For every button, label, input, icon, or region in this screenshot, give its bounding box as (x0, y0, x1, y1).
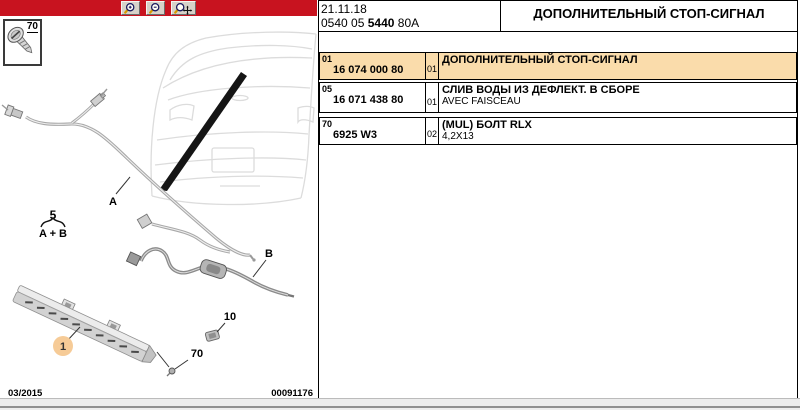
scrollbar-track-line (0, 406, 800, 408)
part-qty: 01 (427, 97, 438, 107)
table-row[interactable] (319, 82, 797, 113)
lamp-callout-1[interactable] (53, 336, 73, 356)
lamp-assembly (12, 280, 161, 366)
zoom-toolbar (0, 0, 317, 16)
part-note: AVEC FAISCEAU (442, 96, 521, 107)
document-date: 21.11.18 (321, 2, 367, 16)
part-number: 6925 W3 (333, 129, 378, 141)
document-reference (319, 1, 501, 31)
label-screw-callout: 70 (190, 348, 204, 360)
label-harness-a: A (109, 196, 117, 208)
part-description: (MUL) БОЛТ RLX (442, 119, 532, 131)
stop-lamp-on-glass (159, 72, 247, 191)
part-ref: 01 (322, 54, 333, 64)
parts-table (319, 52, 797, 145)
label-group-formula: A + B (38, 228, 68, 240)
screw-icon (5, 23, 41, 66)
description-cell (439, 53, 796, 79)
qty-cell (426, 83, 439, 112)
footer-document-number: 00091176 (271, 388, 313, 398)
zoom-out-button[interactable] (146, 1, 165, 15)
parts-list-panel (318, 0, 798, 398)
label-lamp-callout: 1 (59, 341, 67, 353)
part-cell (320, 53, 426, 79)
car-rear-outline (151, 32, 316, 204)
horizontal-scrollbar[interactable] (0, 398, 800, 410)
magnifier-plus-icon (124, 2, 137, 15)
part-ref: 70 (322, 119, 333, 129)
inset-screw-box (3, 19, 42, 66)
screw-part-70 (167, 368, 175, 376)
part-ref: 05 (322, 84, 333, 94)
part-note: 4,2X13 (442, 131, 474, 142)
zoom-pan-button[interactable] (171, 1, 196, 15)
label-group-number: 5 (49, 208, 57, 222)
qty-cell (426, 53, 439, 79)
parts-diagram (0, 0, 318, 398)
footer-date-code: 03/2015 (8, 388, 43, 398)
qty-cell (426, 118, 439, 144)
part-cell (320, 83, 426, 112)
part-note (442, 66, 793, 77)
description-cell (439, 118, 796, 144)
page-title: ДОПОЛНИТЕЛЬНЫЙ СТОП-СИГНАЛ (533, 6, 765, 21)
part-qty: 01 (427, 64, 438, 74)
part-number: 16 074 000 80 (333, 64, 404, 76)
part-description: ДОПОЛНИТЕЛЬНЫЙ СТОП-СИГНАЛ (442, 54, 638, 66)
magnifier-minus-icon (149, 2, 162, 15)
table-row[interactable] (319, 52, 797, 80)
table-row[interactable] (319, 117, 797, 145)
document-number: 0540 05 5440 80A (321, 16, 420, 30)
part-number: 16 071 438 80 (333, 94, 404, 106)
description-cell (439, 83, 796, 112)
part-cell (320, 118, 426, 144)
inset-part-label: 70 (26, 21, 38, 32)
panel-header (319, 1, 797, 32)
part-description: СЛИВ ВОДЫ ИЗ ДЕФЛЕКТ. В СБОРЕ (442, 84, 640, 96)
part-qty: 02 (427, 129, 438, 139)
magnifier-pan-icon (174, 2, 193, 15)
zoom-in-button[interactable] (121, 1, 140, 15)
label-harness-b: B (265, 248, 273, 260)
diagram-panel (0, 0, 318, 398)
label-clip-callout: 10 (223, 311, 237, 323)
